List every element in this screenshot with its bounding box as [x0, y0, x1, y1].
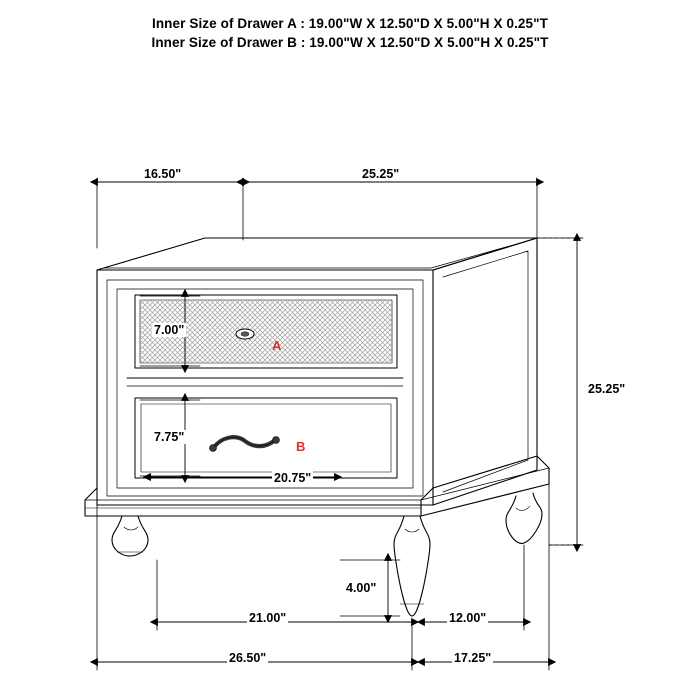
- dim-label-base-width: 21.00": [249, 611, 287, 625]
- dim-label-overall-height: 25.25": [588, 382, 626, 396]
- dim-label-top-right: 25.25": [362, 167, 400, 181]
- drawer-b-label: B: [296, 439, 306, 454]
- dim-label-leg-height: 4.00": [346, 581, 377, 595]
- dim-label-top-left: 16.50": [144, 167, 182, 181]
- dim-label-total-width: 26.50": [229, 651, 267, 665]
- dim-label-base-depth: 12.00": [449, 611, 487, 625]
- dim-label-drawer-a-height: 7.00": [154, 323, 185, 337]
- drawer-b-inner-size-text: Inner Size of Drawer B : 19.00"W X 12.50"D X 5.00"H X 0.25"T: [151, 35, 549, 50]
- drawer-a-label: A: [272, 338, 282, 353]
- dim-label-drawer-b-width: 20.75": [274, 471, 312, 485]
- dim-label-total-depth: 17.25": [454, 651, 492, 665]
- drawer-a-inner-size-text: Inner Size of Drawer A : 19.00"W X 12.50"D X 5.00"H X 0.25"T: [151, 16, 548, 31]
- dim-label-drawer-b-height: 7.75": [154, 430, 185, 444]
